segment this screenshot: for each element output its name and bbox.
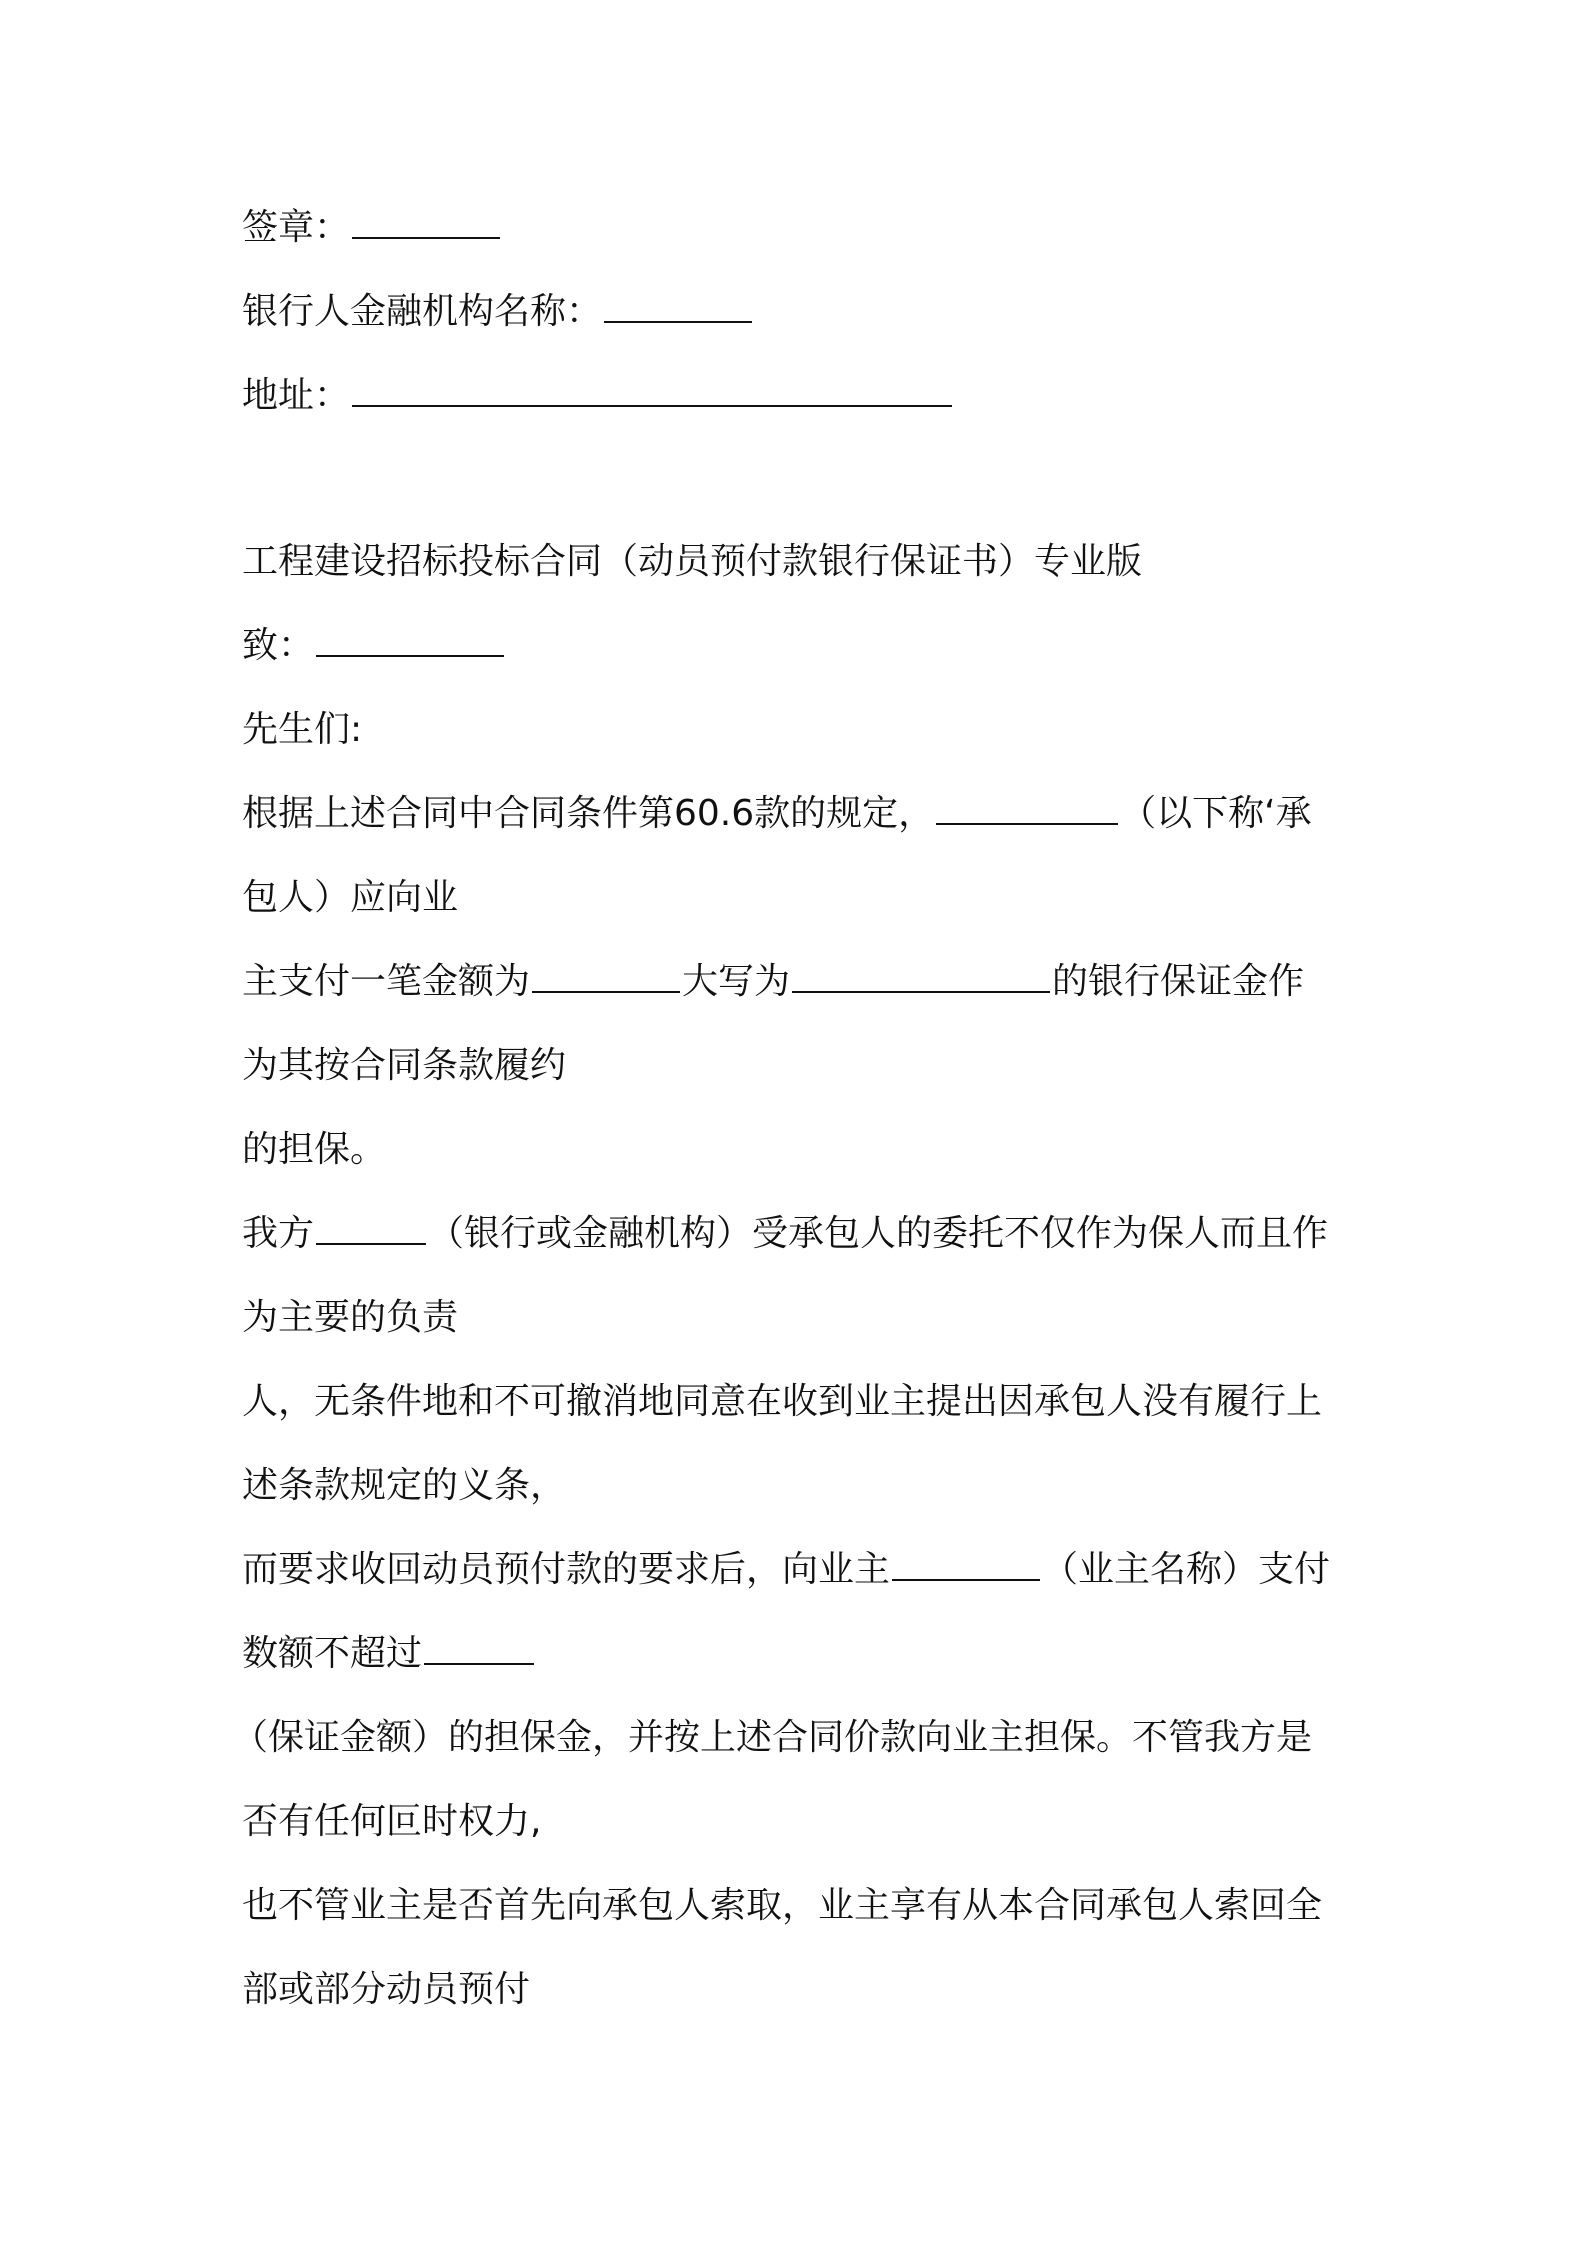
paragraph1-line1 xyxy=(242,792,1312,836)
paragraph2-text: 而要求收回动员预付款的要求后，向业主 xyxy=(242,1549,891,1590)
contractor-blank xyxy=(936,793,1118,825)
paragraph2-text: （银行或金融机构）受承包人的委托不仅作为保人而且作 xyxy=(428,1213,1329,1254)
paragraph1-line4: 为其按合同条款履约 xyxy=(242,1045,567,1086)
bank-blank xyxy=(316,1213,426,1245)
paragraph2-line2: 为主要的负责 xyxy=(242,1297,459,1338)
paragraph2-line1 xyxy=(242,1212,1328,1256)
paragraph1-text: 大写为 xyxy=(682,961,791,1002)
address-label: 地址： xyxy=(242,375,351,416)
signature-line xyxy=(242,206,502,250)
paragraph1-line3 xyxy=(242,960,1304,1004)
paragraph2-line4: 述条款规定的义条， xyxy=(242,1465,567,1506)
max-amount-blank xyxy=(424,1633,534,1665)
address-blank xyxy=(352,375,952,407)
paragraph2-line3: 人，无条件地和不可撤消地同意在收到业主提出因承包人没有履行上 xyxy=(242,1381,1323,1422)
to-label: 致： xyxy=(242,625,315,666)
amount-blank xyxy=(532,961,680,993)
owner-blank xyxy=(892,1549,1040,1581)
paragraph1-text: 主支付一笔金额为 xyxy=(242,961,531,1002)
paragraph2-line10: 部或部分动员预付 xyxy=(242,1969,531,2010)
to-line xyxy=(242,624,506,668)
document-title: 工程建设招标投标合同（动员预付款银行保证书）专业版 xyxy=(242,541,1143,582)
paragraph2-text: （业主名称）支付 xyxy=(1042,1549,1331,1590)
paragraph2-text: 数额不超过 xyxy=(242,1633,423,1674)
paragraph2-line7: （保证金额）的担保金，并按上述合同价款向业主担保。不管我方是 xyxy=(232,1717,1313,1758)
bank-name-blank xyxy=(604,291,752,323)
paragraph2-line6 xyxy=(242,1632,536,1676)
address-line xyxy=(242,374,954,418)
paragraph2-line5 xyxy=(242,1548,1330,1592)
paragraph1-line2: 包人）应向业 xyxy=(242,877,459,918)
paragraph1-line5: 的担保。 xyxy=(242,1129,387,1170)
paragraph1-text: 根据上述合同中合同条件第60.6款的规定， xyxy=(242,793,935,834)
signature-label: 签章： xyxy=(242,207,351,248)
paragraph2-line9: 也不管业主是否首先向承包人索取，业主享有从本合同承包人索回全 xyxy=(242,1885,1323,1926)
paragraph1-text: （以下称‘承 xyxy=(1120,793,1312,834)
amount-capital-blank xyxy=(792,961,1050,993)
paragraph1-text: 的银行保证金作 xyxy=(1052,961,1305,1002)
bank-name-line xyxy=(242,290,754,334)
bank-name-label: 银行人金融机构名称： xyxy=(242,291,603,332)
signature-blank xyxy=(352,207,500,239)
paragraph2-text: 我方 xyxy=(242,1213,315,1254)
to-blank xyxy=(316,625,504,657)
paragraph2-line8: 否有任何叵时权力, xyxy=(242,1801,542,1842)
salutation: 先生们: xyxy=(242,709,363,750)
